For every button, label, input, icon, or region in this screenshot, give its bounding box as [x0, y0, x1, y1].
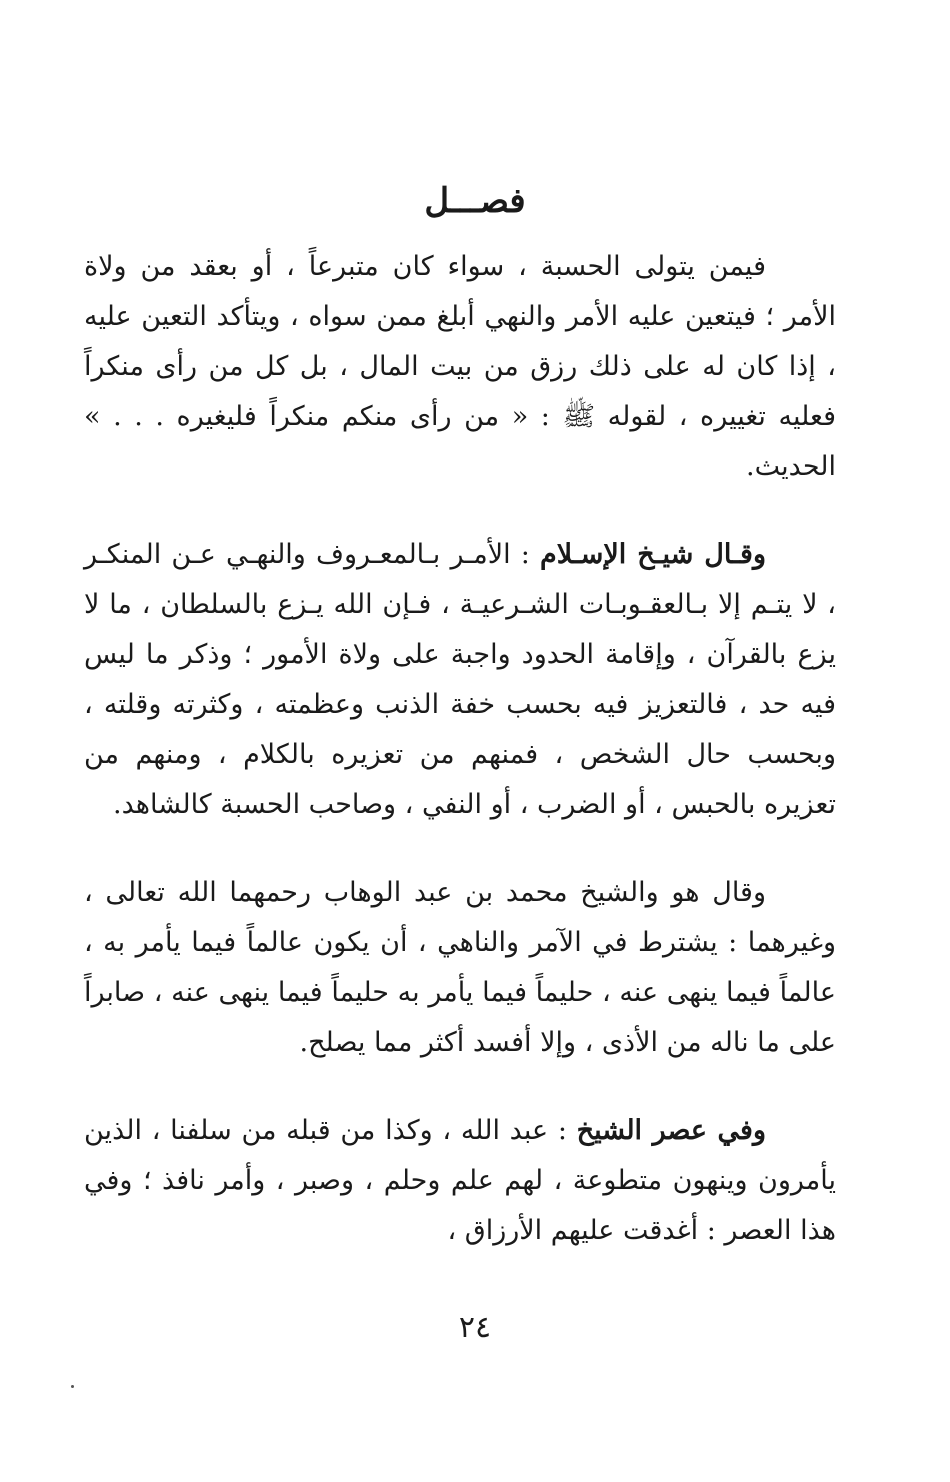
- paragraph-4-lead: وفي عصر الشيخ: [576, 1115, 766, 1146]
- paragraph-1-text: فيمن يتولى الحسبة ، سواء كان متبرعاً ، أو بعقد من ولاة الأمر ؛ فيتعين عليه الأمر والنهي أبلغ ممن سواه ، ويتأكد التعين عليه ، إذا كان له على ذلك رزق من بيت المال ، بل كل من رأى منكراً فعليه تغييره ، لقوله ﷺ : « من رأى منكم منكراً فليغيره . . . » الحديث.: [84, 251, 836, 482]
- body-text: [84, 242, 836, 1256]
- paragraph-3-text: وقال هو والشيخ محمد بن عبد الوهاب رحمهما الله تعالى ، وغيرهما : يشترط في الآمر والناهي ، أن يكون عالماً فيما يأمر به ، عالماً فيما ينهى عنه ، حليماً فيما يأمر به حليماً فيما ينهى عنه ، صابراً على ما ناله من الأذى ، وإلا أفسد أكثر مما يصلح.: [84, 877, 836, 1058]
- paragraph-4-text: : عبد الله ، وكذا من قبله من سلفنا ، الذين يأمرون وينهون متطوعة ، لهم علم وحلم ، وصبر ، وأمر نافذ ؛ وفي هذا العصر : أغدقت عليهم الأرزاق ،: [84, 1115, 836, 1246]
- paragraph-2-text: : الأمـر بـالمعـروف والنهـي عـن المنكـر ، لا يتـم إلا بـالعقـوبـات الشـرعيـة ، فـإن الله يـزع بالسلطان ، ما لا يزع بالقرآن ، وإقامة الحدود واجبة على ولاة الأمور ؛ وذكر ما ليس فيه حد ، فالتعزيز فيه بحسب خفة الذنب وعظمته ، وكثرته وقلته ، وبحسب حال الشخص ، فمنهم من تعزيره بالكلام ، ومنهم من تعزيره بالحبس ، أو الضرب ، أو النفي ، وصاحب الحسبة كالشاهد.: [84, 539, 836, 820]
- page-number: ٢٤: [458, 1310, 492, 1345]
- paragraph-1: [84, 242, 836, 492]
- scan-speck: [71, 1385, 74, 1388]
- paragraph-2-lead: وقـال شيـخ الإسـلام: [540, 539, 766, 570]
- paragraph-2: [84, 530, 836, 830]
- paragraph-4: [84, 1106, 836, 1256]
- section-heading: فصـــل: [424, 181, 526, 221]
- paragraph-3: [84, 868, 836, 1068]
